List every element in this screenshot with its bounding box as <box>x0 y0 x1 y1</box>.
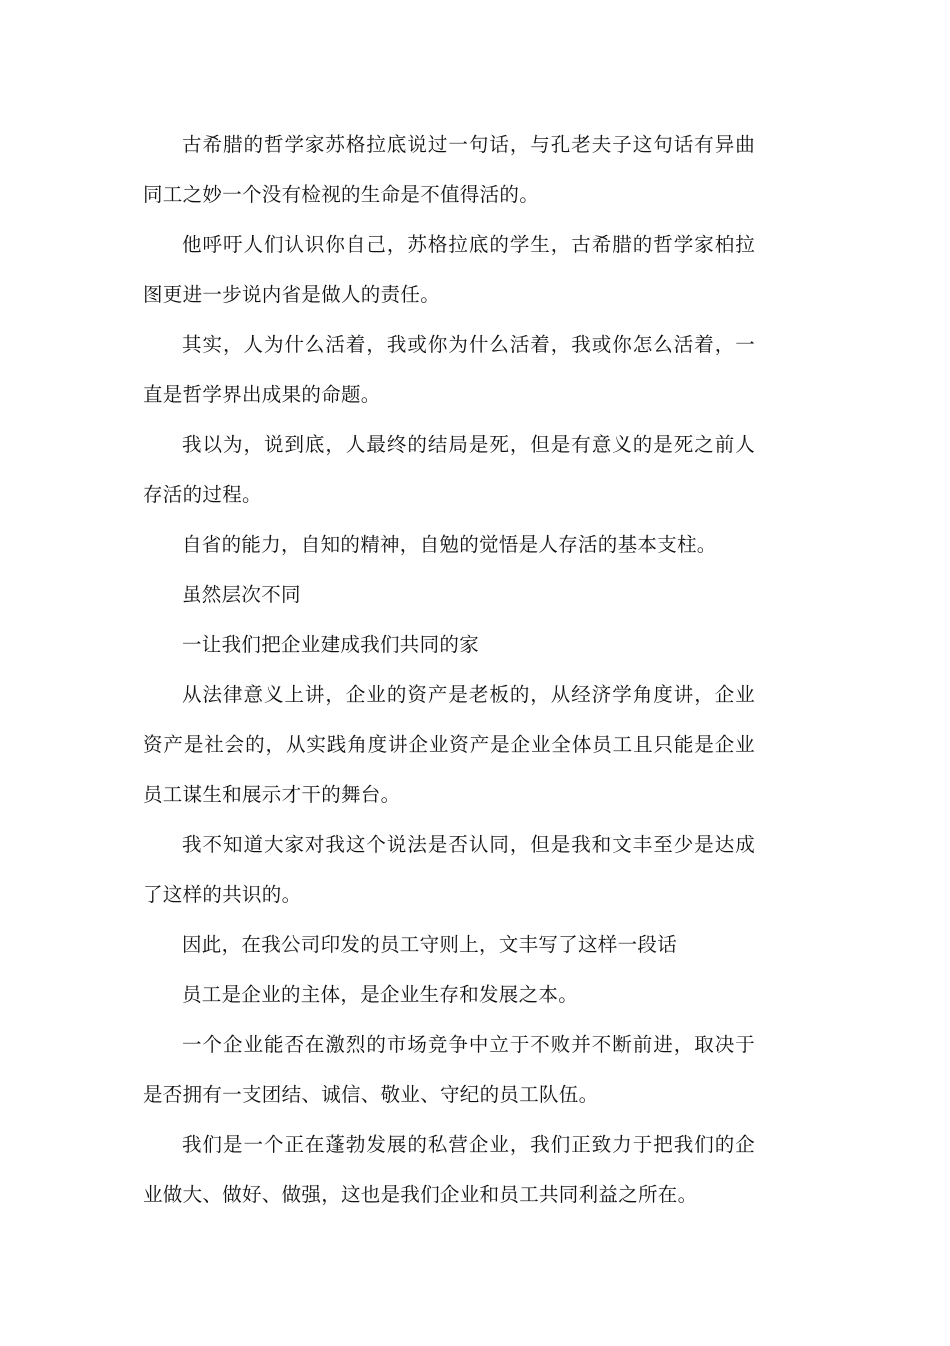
document-body <box>143 120 755 1220</box>
paragraph: 古希腊的哲学家苏格拉底说过一句话，与孔老夫子这句话有异曲同工之妙一个没有检视的生命是不值得活的。 <box>143 133 755 206</box>
paragraph: 从法律意义上讲，企业的资产是老板的，从经济学角度讲，企业资产是社会的，从实践角度讲企业资产是企业全体员工且只能是企业员工谋生和展示才干的舞台。 <box>143 683 755 806</box>
paragraph: 我以为，说到底，人最终的结局是死，但是有意义的是死之前人存活的过程。 <box>143 433 755 506</box>
section-heading: 一让我们把企业建成我们共同的家 <box>182 633 480 656</box>
paragraph: 我不知道大家对我这个说法是否认同，但是我和文丰至少是达成了这样的共识的。 <box>143 833 755 906</box>
paragraph: 因此，在我公司印发的员工守则上，文丰写了这样一段话 <box>182 933 678 956</box>
paragraph: 他呼吁人们认识你自己，苏格拉底的学生，古希腊的哲学家柏拉图更进一步说内省是做人的责任。 <box>143 233 755 306</box>
paragraph: 虽然层次不同 <box>182 583 301 606</box>
paragraph: 一个企业能否在激烈的市场竞争中立于不败并不断前进，取决于是否拥有一支团结、诚信、敬业、守纪的员工队伍。 <box>143 1033 755 1106</box>
paragraph: 员工是企业的主体，是企业生存和发展之本。 <box>182 983 579 1006</box>
paragraph: 自省的能力，自知的精神，自勉的觉悟是人存活的基本支柱。 <box>182 533 717 556</box>
paragraph: 其实，人为什么活着，我或你为什么活着，我或你怎么活着，一直是哲学界出成果的命题。 <box>143 333 755 406</box>
paragraph: 我们是一个正在蓬勃发展的私营企业，我们正致力于把我们的企业做大、做好、做强，这也是我们企业和员工共同利益之所在。 <box>143 1133 755 1206</box>
